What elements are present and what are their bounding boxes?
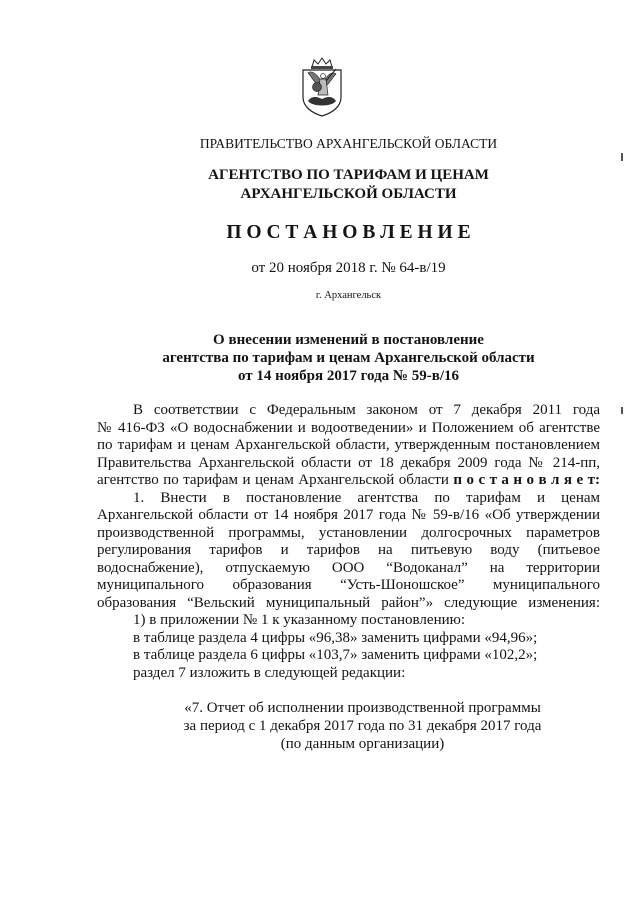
decree-word: п о с т а н о в л я е т:	[453, 472, 600, 488]
body-line: 1. Внести в постановление агентства по тарифам и ценам	[133, 489, 600, 506]
body-line-decree	[97, 472, 600, 490]
agency-heading-line: АГЕНТСТВО ПО ТАРИФАМ И ЦЕНАМ	[208, 167, 489, 183]
government-heading: ПРАВИТЕЛЬСТВО АРХАНГЕЛЬСКОЙ ОБЛАСТИ	[199, 136, 498, 151]
section-7-heading-line: за период с 1 декабря 2017 года по 31 декабря 2017 года	[183, 718, 542, 734]
body-line: раздел 7 изложить в следующей редакции:	[133, 664, 406, 681]
document-body	[97, 402, 600, 682]
body-line: № 416-ФЗ «О водоснабжении и водоотведении» и Положением об агентстве	[97, 419, 600, 436]
document-date-number: от 20 ноября 2018 г. № 64-в/19	[251, 260, 446, 276]
agency-heading-line: АРХАНГЕЛЬСКОЙ ОБЛАСТИ	[240, 186, 457, 202]
title-line: от 14 ноября 2017 года № 59-в/16	[237, 368, 460, 384]
body-line: в таблице раздела 4 цифры «96,38» заменить цифрами «94,96»;	[133, 629, 538, 646]
body-line: в таблице раздела 6 цифры «103,7» заменить цифрами «102,2»;	[133, 647, 538, 663]
body-line: 1) в приложении № 1 к указанному постановлению:	[133, 612, 465, 628]
body-line: регулирования тарифов и тарифов на питьевую воду (питьевое	[97, 542, 600, 558]
body-line: В соответствии с Федеральным законом от 7 декабря 2011 года	[133, 402, 600, 418]
coat-of-arms-icon	[298, 57, 346, 117]
scan-mark	[621, 407, 623, 414]
section-7-heading	[125, 699, 600, 753]
section-7-heading-line: (по данным организации)	[280, 736, 445, 752]
body-line: производственной программы, установлении долгосрочных параметров	[97, 524, 600, 541]
body-line: водоснабжение), отпускаемую ООО “Водоканал” на территории	[97, 559, 600, 576]
body-line: образования “Вельский муниципальный район”» следующие изменения:	[97, 594, 600, 611]
body-line-text: агентство по тарифам и ценам Архангельской области	[97, 472, 449, 488]
title-line: агентства по тарифам и ценам Архангельской области	[162, 350, 535, 366]
body-line: Правительства Архангельской области от 18 декабря 2009 года № 214-пп,	[97, 454, 600, 471]
document-title	[97, 331, 600, 385]
body-line: муниципального образования “Усть-Шоношское” муниципального	[97, 577, 600, 593]
document-city: г. Архангельск	[315, 290, 382, 301]
title-line: О внесении изменений в постановление	[213, 332, 484, 348]
document-type-heading: П О С Т А Н О В Л Е Н И Е	[226, 222, 471, 243]
body-line: Архангельской области от 14 ноября 2017 года № 59-в/16 «Об утверждении	[97, 507, 600, 523]
body-line: по тарифам и ценам Архангельской области, утвержденным постановлением	[97, 437, 600, 453]
section-7-heading-line: «7. Отчет об исполнении производственной программы	[184, 700, 541, 716]
agency-heading	[97, 166, 600, 204]
scan-mark	[621, 153, 623, 161]
